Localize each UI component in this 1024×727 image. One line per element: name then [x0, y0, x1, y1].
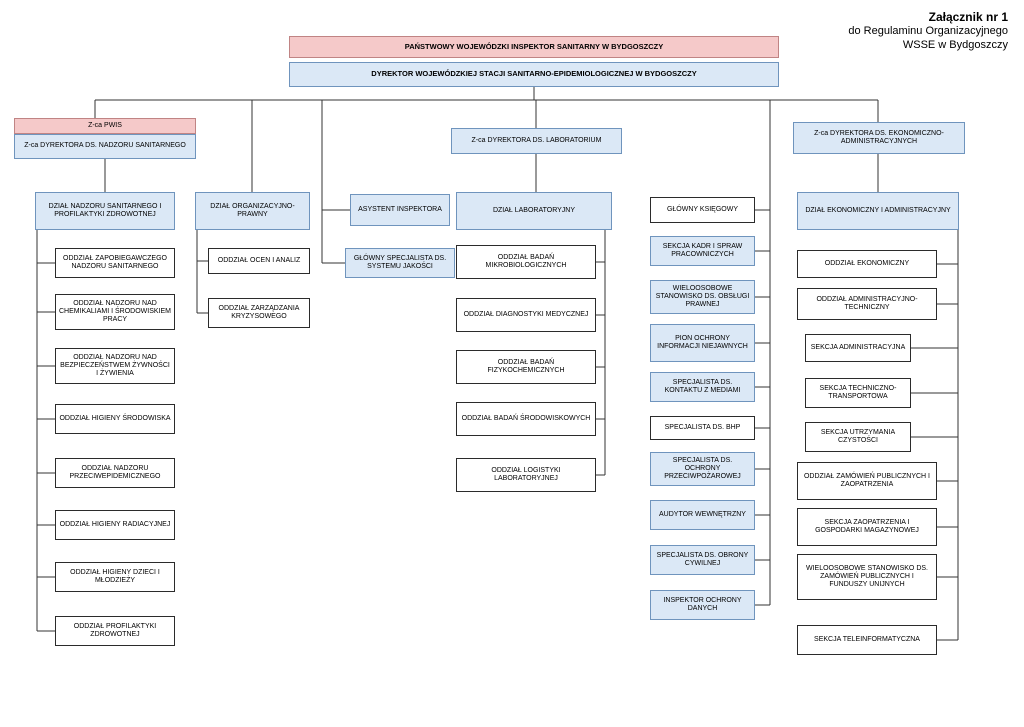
org-unit: ODDZIAŁ NADZORU NAD BEZPIECZEŃSTWEM ŻYWNOŚCI I ŻYWIENIA	[55, 348, 175, 384]
org-unit: WIELOOSOBOWE STANOWISKO DS. ZAMÓWIEŃ PUBLICZNYCH I FUNDUSZY UNIJNYCH	[797, 554, 937, 600]
org-unit: SEKCJA TELEINFORMATYCZNA	[797, 625, 937, 655]
org-unit: SEKCJA TECHNICZNO-TRANSPORTOWA	[805, 378, 911, 408]
node-quality-specialist: GŁÓWNY SPECJALISTA DS. SYSTEMU JAKOŚCI	[345, 248, 455, 278]
attachment-line2: do Regulaminu Organizacyjnego	[848, 25, 1008, 37]
node-director: DYREKTOR WOJEWÓDZKIEJ STACJI SANITARNO-EPIDEMIOLOGICZNEJ W BYDGOSZCZY	[289, 62, 779, 87]
node-dept-laboratory: DZIAŁ LABORATORYJNY	[456, 192, 612, 230]
org-unit: SEKCJA KADR I SPRAW PRACOWNICZYCH	[650, 236, 755, 266]
org-unit: WIELOOSOBOWE STANOWISKO DS. OBSŁUGI PRAWNEJ	[650, 280, 755, 314]
org-unit: SPECJALISTA DS. OBRONY CYWILNEJ	[650, 545, 755, 575]
attachment-note	[848, 10, 1008, 53]
node-deputy-economic: Z-ca DYREKTORA DS. EKONOMICZNO-ADMINISTRACYJNYCH	[793, 122, 965, 154]
org-unit: ODDZIAŁ BADAŃ ŚRODOWISKOWYCH	[456, 402, 596, 436]
org-unit: SPECJALISTA DS. BHP	[650, 416, 755, 440]
org-unit: SEKCJA UTRZYMANIA CZYSTOŚCI	[805, 422, 911, 452]
org-unit: ODDZIAŁ LOGISTYKI LABORATORYJNEJ	[456, 458, 596, 492]
org-unit: ODDZIAŁ ZAMÓWIEŃ PUBLICZNYCH I ZAOPATRZENIA	[797, 462, 937, 500]
org-unit: ODDZIAŁ NADZORU NAD CHEMIKALIAMI I ŚRODOWISKIEM PRACY	[55, 294, 175, 330]
node-deputy-laboratory: Z-ca DYREKTORA DS. LABORATORIUM	[451, 128, 622, 154]
org-unit: ODDZIAŁ OCEN I ANALIZ	[208, 248, 310, 274]
node-deputy-sanitary-supervision: Z-ca DYREKTORA DS. NADZORU SANITARNEGO	[14, 134, 196, 159]
org-unit: ODDZIAŁ BADAŃ FIZYKOCHEMICZNYCH	[456, 350, 596, 384]
org-unit: PION OCHRONY INFORMACJI NIEJAWNYCH	[650, 324, 755, 362]
org-unit: SEKCJA ZAOPATRZENIA I GOSPODARKI MAGAZYNOWEJ	[797, 508, 937, 546]
org-unit: ODDZIAŁ HIGIENY DZIECI I MŁODZIEŻY	[55, 562, 175, 592]
org-unit: ODDZIAŁ NADZORU PRZECIWEPIDEMICZNEGO	[55, 458, 175, 488]
org-unit: SPECJALISTA DS. OCHRONY PRZECIWPOŻAROWEJ	[650, 452, 755, 486]
org-unit: INSPEKTOR OCHRONY DANYCH	[650, 590, 755, 620]
attachment-title: Załącznik nr 1	[928, 10, 1008, 24]
org-unit: ODDZIAŁ HIGIENY RADIACYJNEJ	[55, 510, 175, 540]
node-deputy-pwis: Z-ca PWIS	[14, 118, 196, 134]
org-unit: ODDZIAŁ BADAŃ MIKROBIOLOGICZNYCH	[456, 245, 596, 279]
org-unit: ODDZIAŁ DIAGNOSTYKI MEDYCZNEJ	[456, 298, 596, 332]
org-unit: SPECJALISTA DS. KONTAKTU Z MEDIAMI	[650, 372, 755, 402]
org-unit: AUDYTOR WEWNĘTRZNY	[650, 500, 755, 530]
org-unit: ODDZIAŁ ADMINISTRACYJNO-TECHNICZNY	[797, 288, 937, 320]
org-unit: ODDZIAŁ EKONOMICZNY	[797, 250, 937, 278]
org-unit: SEKCJA ADMINISTRACYJNA	[805, 334, 911, 362]
attachment-line3: WSSE w Bydgoszczy	[902, 38, 1008, 51]
node-dept-sanitary-supervision: DZIAŁ NADZORU SANITARNEGO I PROFILAKTYKI ZDROWOTNEJ	[35, 192, 175, 230]
org-unit: GŁÓWNY KSIĘGOWY	[650, 197, 755, 223]
node-dept-organizational-legal: DZIAŁ ORGANIZACYJNO-PRAWNY	[195, 192, 310, 230]
org-unit: ODDZIAŁ HIGIENY ŚRODOWISKA	[55, 404, 175, 434]
node-assistant: ASYSTENT INSPEKTORA	[350, 194, 450, 226]
org-unit: ODDZIAŁ PROFILAKTYKI ZDROWOTNEJ	[55, 616, 175, 646]
org-unit: ODDZIAŁ ZAPOBIEGAWCZEGO NADZORU SANITARNEGO	[55, 248, 175, 278]
org-unit: ODDZIAŁ ZARZĄDZANIA KRYZYSOWEGO	[208, 298, 310, 328]
node-inspector: PAŃSTWOWY WOJEWÓDZKI INSPEKTOR SANITARNY W BYDGOSZCZY	[289, 36, 779, 58]
node-dept-economic: DZIAŁ EKONOMICZNY I ADMINISTRACYJNY	[797, 192, 959, 230]
